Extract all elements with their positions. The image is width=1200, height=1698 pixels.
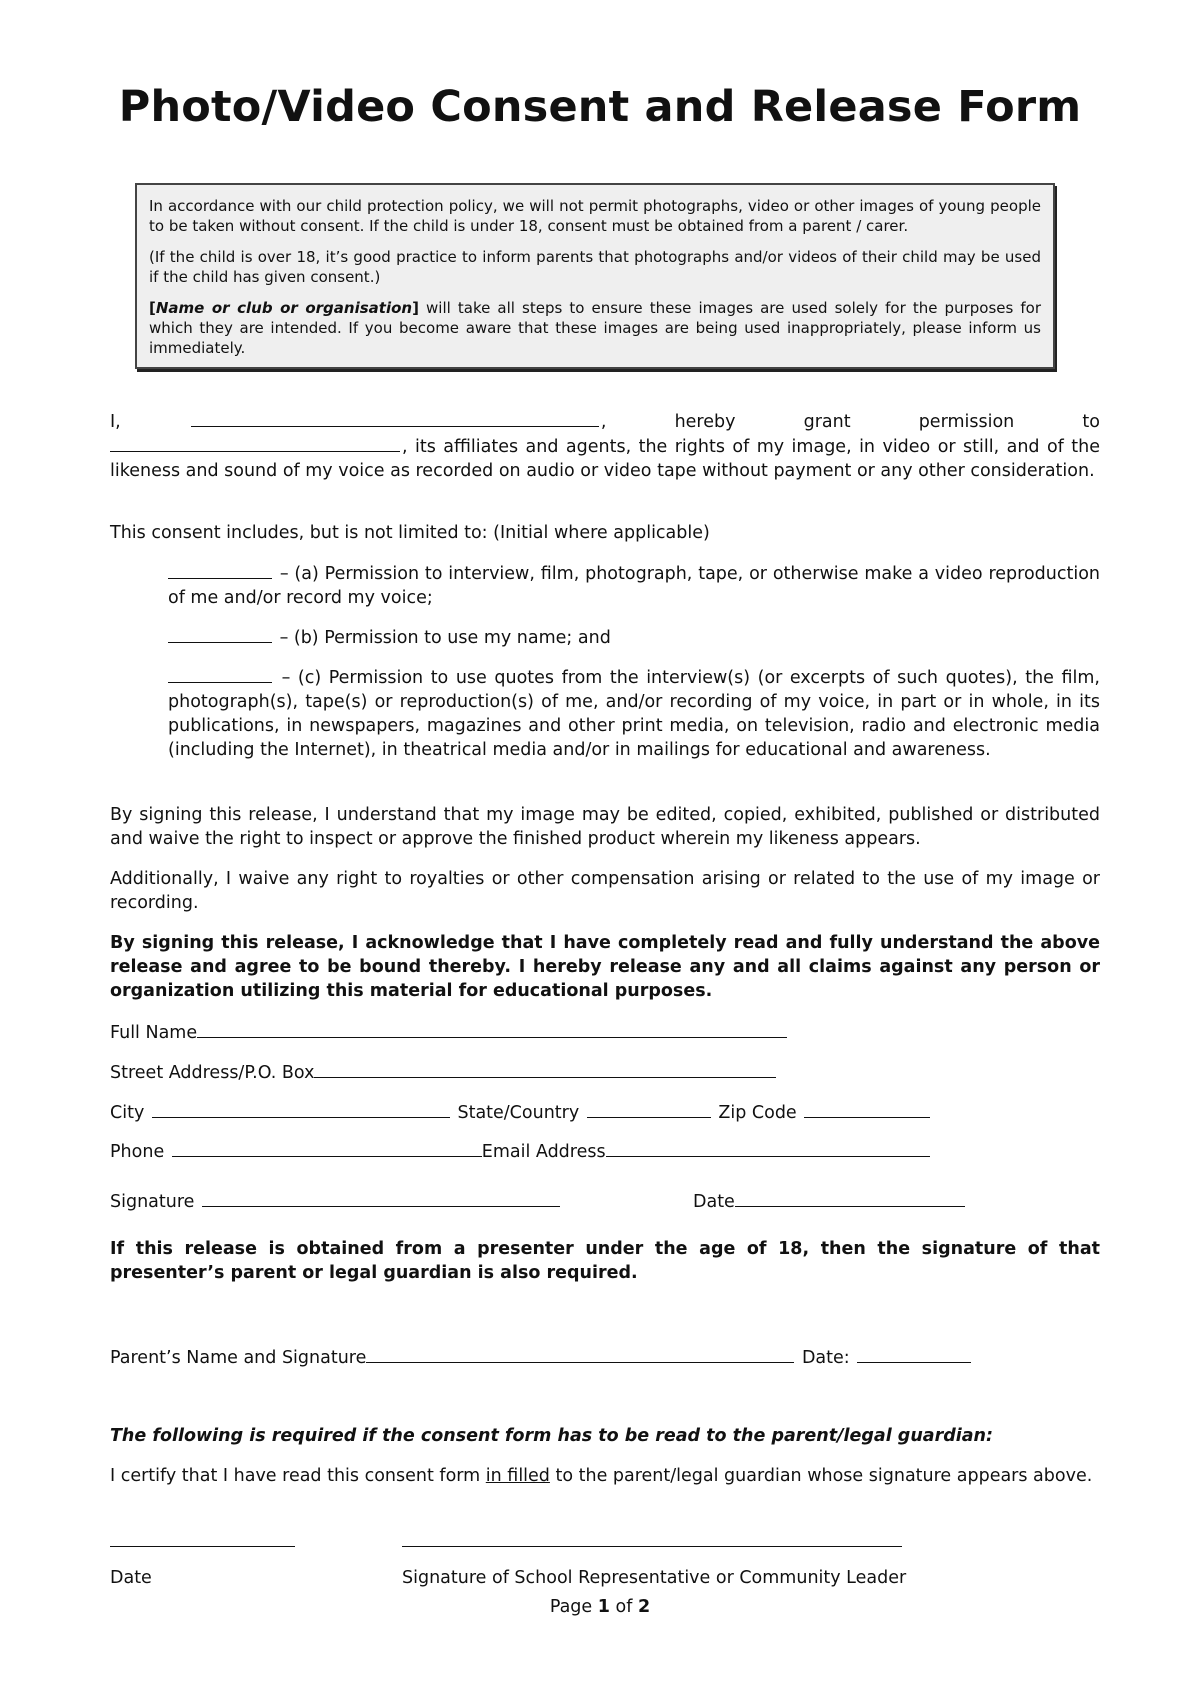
child-protection-notice <box>135 183 1055 369</box>
includes-text: This consent includes, but is not limited to: (Initial where applicable) <box>110 523 710 543</box>
read-aloud-notice: The following is required if the consent form has to be read to the parent/legal guardian: <box>110 1426 994 1446</box>
email-input[interactable] <box>606 1139 930 1157</box>
item-a-text: – (a) Permission to interview, film, photograph, tape, or otherwise make a video reproduction of me and/or record my voice; <box>168 564 1100 608</box>
certify-underlined: in filled <box>485 1466 550 1486</box>
grant-paragraph <box>110 409 1100 483</box>
street-row <box>110 1060 778 1085</box>
bracket-close: ] <box>412 299 419 317</box>
word-permission: permission <box>918 412 1015 432</box>
email-label: Email Address <box>481 1142 606 1162</box>
page-title: Photo/Video Consent and Release Form <box>118 82 1082 132</box>
item-c <box>168 665 1100 762</box>
full-name-row <box>110 1020 789 1045</box>
full-name-label: Full Name <box>110 1023 198 1043</box>
acknowledge-paragraph: By signing this release, I acknowledge that I have completely read and fully understand the above release and agree to be bound thereby. I hereby release any and all claims against any person or organization utilizing this material for educational purposes. <box>110 933 1100 1001</box>
grantee-blank[interactable] <box>110 434 400 452</box>
certify-text-b: to the parent/legal guardian whose signature appears above. <box>549 1466 1093 1486</box>
item-b <box>168 625 1100 650</box>
word-grant: grant <box>803 412 851 432</box>
organisation-placeholder: Name or club or organisation <box>155 299 413 317</box>
word-hereby: hereby <box>674 412 736 432</box>
certify-text-a: I certify that I have read this consent form <box>110 1466 486 1486</box>
phone-label: Phone <box>110 1142 165 1162</box>
grant-rest-text: , its affiliates and agents, the rights of my image, in video or still, and of the likeness and sound of my voice as recorded on audio or video tape without payment or any other consideration. <box>110 437 1100 481</box>
bottom-date-line[interactable] <box>110 1546 295 1547</box>
notice-paragraph-3 <box>149 298 1041 358</box>
bottom-date-label: Date <box>110 1568 152 1588</box>
royalties-paragraph: Additionally, I waive any right to royalties or other compensation arising or related to the use of my image or recording. <box>110 869 1100 913</box>
street-label: Street Address/P.O. Box <box>110 1063 315 1083</box>
grant-rest <box>110 434 1100 483</box>
notice-paragraph-1: In accordance with our child protection policy, we will not permit photographs, video or other images of young people to be taken without consent. If the child is under 18, consent must be obtained from a parent / carer. <box>149 197 1041 235</box>
street-input[interactable] <box>314 1060 776 1078</box>
parent-date-input[interactable] <box>857 1345 971 1363</box>
zip-input[interactable] <box>804 1100 930 1118</box>
city-label: City <box>110 1103 145 1123</box>
grant-i: I, <box>110 412 121 432</box>
notice-paragraph-3-text: will take all steps to ensure these images are used solely for the purposes for which they are intended. If you become aware that these images are being used inappropriately, please inform us immediately. <box>149 299 1042 357</box>
date-input[interactable] <box>735 1189 965 1207</box>
grant-first-line <box>110 409 1100 434</box>
certify-paragraph <box>110 1464 1100 1488</box>
grantor-name-blank[interactable]: , <box>189 412 607 432</box>
date-label: Date <box>693 1192 735 1212</box>
footer-total-pages: 2 <box>637 1597 651 1617</box>
page-footer <box>0 1597 1200 1617</box>
edit-release-paragraph: By signing this release, I understand that my image may be edited, copied, exhibited, published or distributed and waive the right to inspect or approve the finished product wherein my likeness appears. <box>110 805 1100 849</box>
parent-signature-input[interactable] <box>366 1345 794 1363</box>
item-b-text: – (b) Permission to use my name; and <box>274 628 611 648</box>
footer-page-word: Page <box>549 1597 593 1617</box>
item-a <box>168 561 1100 610</box>
notice-paragraph-2: (If the child is over 18, it’s good practice to inform parents that photographs and/or videos of their child may be used if the child has given consent.) <box>149 248 1041 286</box>
signature-row <box>110 1189 562 1214</box>
representative-signature-line[interactable] <box>402 1546 902 1547</box>
phone-row <box>110 1139 932 1164</box>
footer-current-page: 1 <box>597 1597 610 1617</box>
parent-signature-row <box>110 1345 973 1370</box>
signature-input[interactable] <box>202 1189 560 1207</box>
initial-c-blank[interactable] <box>168 665 272 683</box>
state-label: State/Country <box>457 1103 580 1123</box>
initial-a-blank[interactable] <box>168 561 272 579</box>
parent-date-label: Date: <box>801 1348 850 1368</box>
word-to: to <box>1082 412 1100 432</box>
city-input[interactable] <box>152 1100 450 1118</box>
initial-b-blank[interactable] <box>168 625 272 643</box>
parent-signature-label: Parent’s Name and Signature <box>110 1348 367 1368</box>
signature-label: Signature <box>110 1192 195 1212</box>
bracket-open: [ <box>149 299 156 317</box>
full-name-input[interactable] <box>197 1020 787 1038</box>
date-row <box>693 1189 967 1214</box>
zip-label: Zip Code <box>718 1103 797 1123</box>
phone-input[interactable] <box>172 1139 482 1157</box>
under-18-notice: If this release is obtained from a presenter under the age of 18, then the signature of that presenter’s parent or legal guardian is also required. <box>110 1239 1100 1283</box>
item-c-text: – (c) Permission to use quotes from the interview(s) (or excerpts of such quotes), the film, photograph(s), tape(s) or reproduction(s) of me, and/or recording of my voice, in part or in whole, in its publications, in newspapers, magazines and other print media, on television, radio and electronic media (including the Internet), in theatrical media and/or in mailings for educational and awareness. <box>168 668 1100 760</box>
state-input[interactable] <box>587 1100 711 1118</box>
city-row <box>110 1100 932 1125</box>
representative-label: Signature of School Representative or Community Leader <box>402 1568 907 1588</box>
footer-of-word: of <box>615 1597 633 1617</box>
